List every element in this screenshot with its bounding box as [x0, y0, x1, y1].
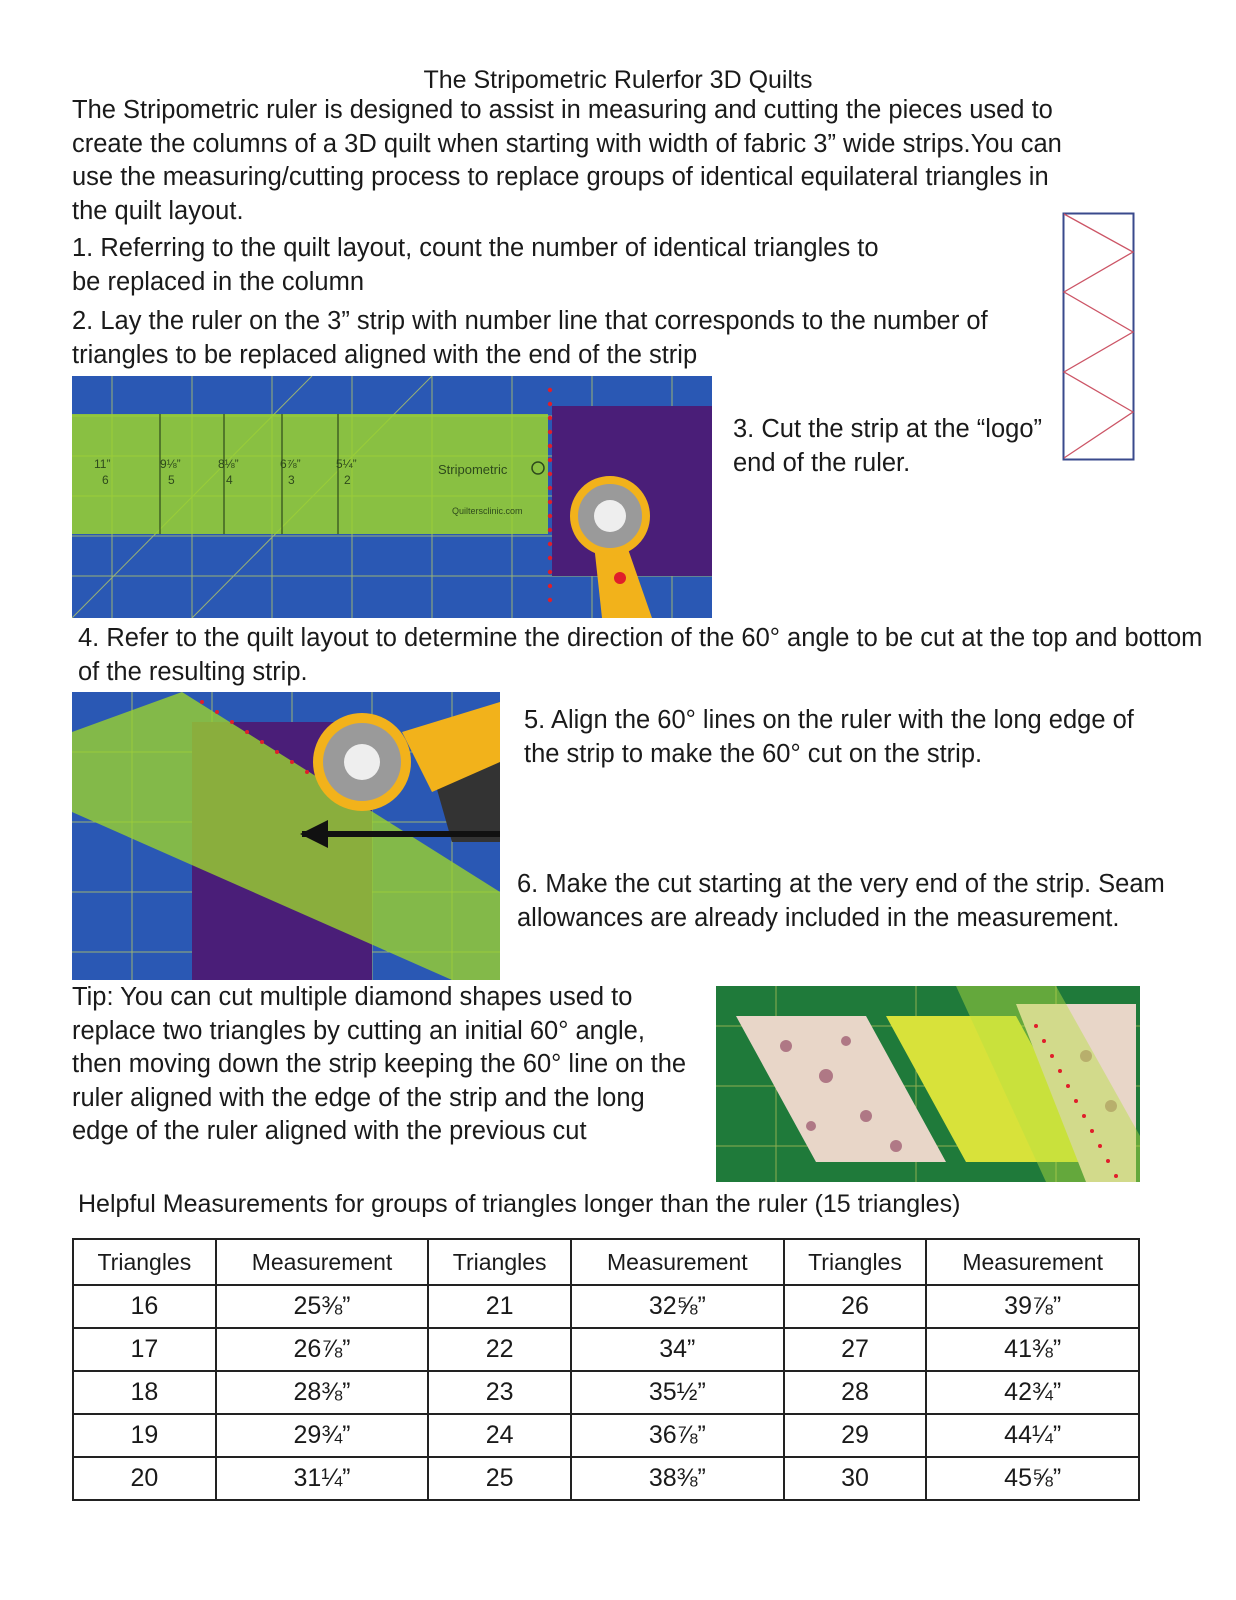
ruler-mark-4-top: 6⅞” — [280, 457, 301, 471]
table-row — [73, 1328, 1139, 1371]
ruler-on-strip-photo — [72, 376, 712, 618]
table-cell: 25 — [428, 1457, 571, 1500]
table-cell: 16 — [73, 1285, 216, 1328]
ruler-brand-text: Stripometric — [438, 462, 508, 477]
ruler-mark-2-top: 9⅛” — [160, 457, 181, 471]
ruler-mark-3-top: 8⅛” — [218, 457, 239, 471]
step-5-text: 5. Align the 60° lines on the ruler with the long edge of the strip to make the 60° cut on the strip. — [524, 706, 1134, 768]
table-row — [73, 1414, 1139, 1457]
step-2-text: 2. Lay the ruler on the 3” strip with number line that corresponds to the number of triangles to be replaced aligned with the end of the strip — [72, 307, 988, 369]
table-cell: 30 — [784, 1457, 927, 1500]
measurements-table — [72, 1238, 1140, 1501]
table-cell: 23 — [428, 1371, 571, 1414]
table-cell: 26⅞” — [216, 1328, 429, 1371]
ruler-mark-5-top: 5¼” — [336, 457, 357, 471]
table-cell: 22 — [428, 1328, 571, 1371]
step-4-text: 4. Refer to the quilt layout to determine the direction of the 60° angle to be cut at the top and bottom of the resulting strip. — [78, 624, 1203, 686]
table-cell: 35½” — [571, 1371, 784, 1414]
ruler-mark-4-bottom: 3 — [288, 473, 295, 487]
table-heading: Helpful Measurements for groups of triangles longer than the ruler (15 triangles) — [78, 1190, 961, 1218]
header-triangles: Triangles — [73, 1239, 216, 1285]
header-triangles: Triangles — [428, 1239, 571, 1285]
table-cell: 42¾” — [926, 1371, 1139, 1414]
table-cell: 45⅝” — [926, 1457, 1139, 1500]
table-cell: 19 — [73, 1414, 216, 1457]
ruler-mark-3-bottom: 4 — [226, 473, 233, 487]
table-cell: 29 — [784, 1414, 927, 1457]
step-3-text: 3. Cut the strip at the “logo” end of the ruler. — [733, 415, 1042, 477]
header-measurement: Measurement — [926, 1239, 1139, 1285]
table-row — [73, 1371, 1139, 1414]
table-cell: 18 — [73, 1371, 216, 1414]
ruler-mark-2-bottom: 5 — [168, 473, 175, 487]
table-cell: 28 — [784, 1371, 927, 1414]
header-measurement: Measurement — [216, 1239, 429, 1285]
table-cell: 28⅜” — [216, 1371, 429, 1414]
table-header-row — [73, 1239, 1139, 1285]
table-cell: 26 — [784, 1285, 927, 1328]
tip-paragraph: Tip: You can cut multiple diamond shapes used to replace two triangles by cutting an initial 60° angle, then moving down the strip keeping the 60° line on the ruler aligned with the edge of the strip and the long edge of the ruler aligned with the previous cut — [72, 983, 687, 1145]
table-cell: 25⅜” — [216, 1285, 429, 1328]
diamond-shapes-photo — [716, 986, 1140, 1182]
table-row — [73, 1285, 1139, 1328]
table-cell: 32⅝” — [571, 1285, 784, 1328]
table-cell: 38⅜” — [571, 1457, 784, 1500]
table-cell: 34” — [571, 1328, 784, 1371]
table-cell: 29¾” — [216, 1414, 429, 1457]
table-cell: 39⅞” — [926, 1285, 1139, 1328]
table-cell: 24 — [428, 1414, 571, 1457]
step-6-text: 6. Make the cut starting at the very end of the strip. Seam allowances are already included in the measurement. — [517, 870, 1165, 932]
table-cell: 17 — [73, 1328, 216, 1371]
header-triangles: Triangles — [784, 1239, 927, 1285]
table-cell: 20 — [73, 1457, 216, 1500]
ruler-mark-1-top: 11” — [94, 457, 111, 471]
table-cell: 31¼” — [216, 1457, 429, 1500]
step-1-text: 1. Referring to the quilt layout, count the number of identical triangles to be replaced in the column — [72, 234, 879, 296]
table-cell: 41⅜” — [926, 1328, 1139, 1371]
ruler-website-text: Quiltersclinic.com — [452, 506, 523, 516]
table-cell: 21 — [428, 1285, 571, 1328]
table-row — [73, 1457, 1139, 1500]
ruler-mark-1-bottom: 6 — [102, 473, 109, 487]
table-cell: 36⅞” — [571, 1414, 784, 1457]
intro-paragraph: The Stripometric ruler is designed to assist in measuring and cutting the pieces used to create the columns of a 3D quilt when starting with width of fabric 3” wide strips.You can use the measuring/cutting process to replace groups of identical equilateral triangles in the quilt layout. — [72, 96, 1062, 225]
table-cell: 27 — [784, 1328, 927, 1371]
page-title: The Stripometric Rulerfor 3D Quilts — [423, 66, 813, 94]
ruler-mark-5-bottom: 2 — [344, 473, 351, 487]
header-measurement: Measurement — [571, 1239, 784, 1285]
table-cell: 44¼” — [926, 1414, 1139, 1457]
angle-cut-photo — [72, 692, 500, 980]
triangle-column-diagram — [1062, 212, 1138, 464]
